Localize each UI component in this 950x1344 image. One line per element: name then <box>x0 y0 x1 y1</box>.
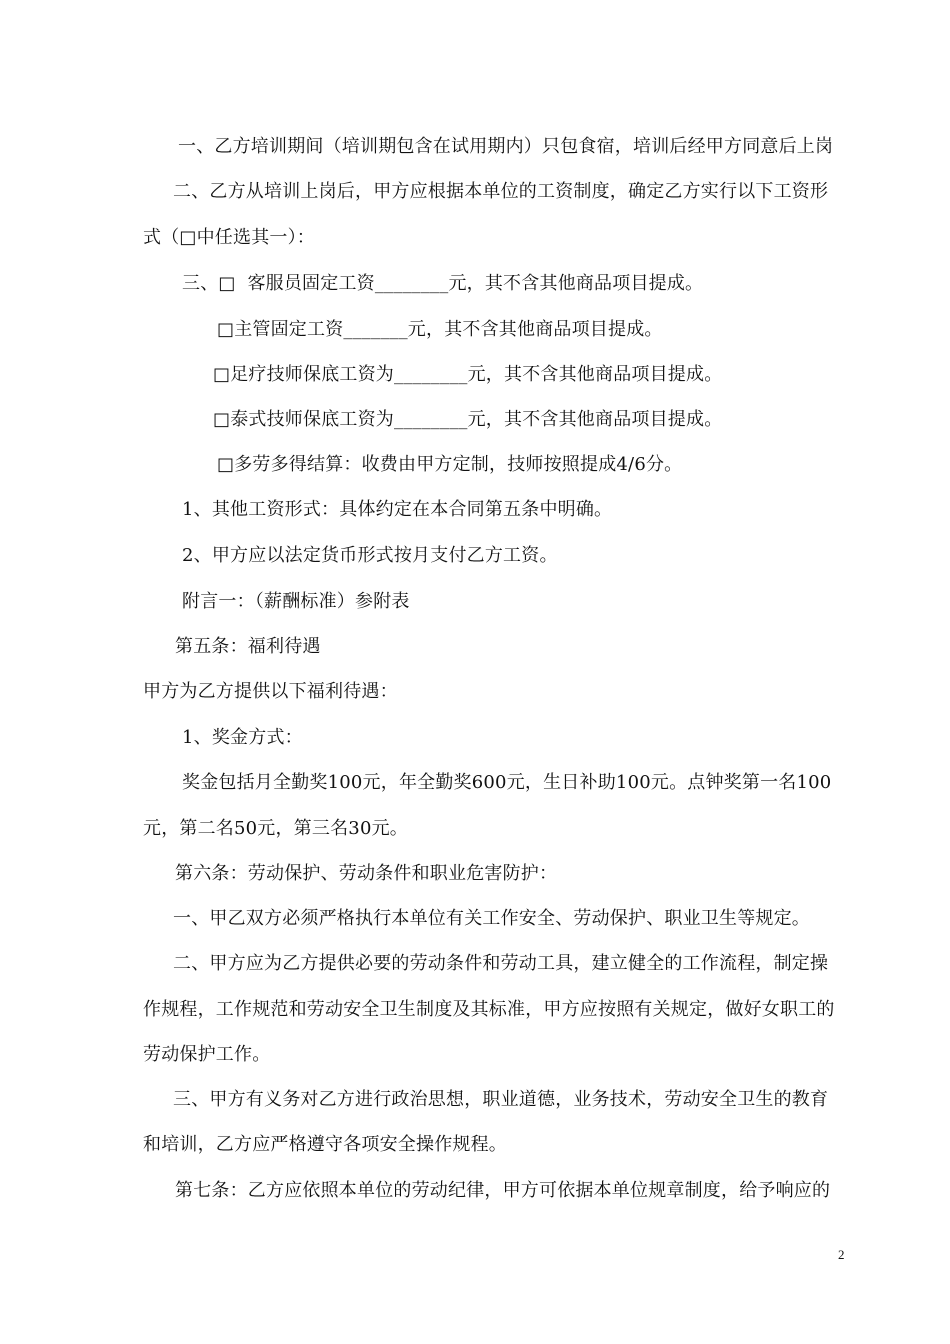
paragraph-line: 三、甲方有义务对乙方进行政治思想，职业道德，业务技术，劳动安全卫生的教育 <box>173 1089 829 1110</box>
paragraph-line: □多劳多得结算：收费由甲方定制，技师按照提成4/6分。 <box>217 454 683 475</box>
paragraph-line: 奖金包括月全勤奖100元，年全勤奖600元，生日补助100元。点钟奖第一名100 <box>182 772 832 793</box>
page-number: 2 <box>838 1247 845 1262</box>
paragraph-line: 二、甲方应为乙方提供必要的劳动条件和劳动工具，建立健全的工作流程，制定操 <box>173 953 829 974</box>
paragraph-line: □泰式技师保底工资为________元，其不含其他商品项目提成。 <box>213 409 723 430</box>
section-heading: 第七条：乙方应依照本单位的劳动纪律，甲方可依据本单位规章制度，给予响应的 <box>175 1180 831 1201</box>
paragraph-line: 一、甲乙双方必须严格执行本单位有关工作安全、劳动保护、职业卫生等规定。 <box>173 908 810 929</box>
paragraph-line: 劳动保护工作。 <box>143 1044 271 1065</box>
paragraph-line: 和培训，乙方应严格遵守各项安全操作规程。 <box>143 1134 507 1155</box>
paragraph-line: 一、乙方培训期间（培训期包含在试用期内）只包食宿，培训后经甲方同意后上岗 <box>178 136 834 157</box>
paragraph-line: 甲方为乙方提供以下福利待遇： <box>143 681 398 702</box>
paragraph-line: 二、乙方从培训上岗后，甲方应根据本单位的工资制度，确定乙方实行以下工资形 <box>173 181 829 202</box>
paragraph-line: □主管固定工资_______元，其不含其他商品项目提成。 <box>217 319 663 340</box>
paragraph-line: 1、奖金方式： <box>182 727 303 748</box>
paragraph-line: 附言一：（薪酬标准）参附表 <box>182 591 410 612</box>
paragraph-line: 2、甲方应以法定货币形式按月支付乙方工资。 <box>182 545 558 566</box>
paragraph-line: 式（□中任选其一）： <box>143 227 316 248</box>
paragraph-line: 作规程，工作规范和劳动安全卫生制度及其标准，甲方应按照有关规定，做好女职工的 <box>143 999 835 1020</box>
paragraph-line: 元，第二名50元，第三名30元。 <box>143 818 409 839</box>
paragraph-line: 三、□ 客服员固定工资________元，其不含其他商品项目提成。 <box>182 273 704 294</box>
paragraph-line: □足疗技师保底工资为________元，其不含其他商品项目提成。 <box>213 364 723 385</box>
section-heading: 第六条：劳动保护、劳动条件和职业危害防护： <box>175 863 558 884</box>
paragraph-line: 1、其他工资形式：具体约定在本合同第五条中明确。 <box>182 499 613 520</box>
section-heading: 第五条：福利待遇 <box>175 636 321 657</box>
